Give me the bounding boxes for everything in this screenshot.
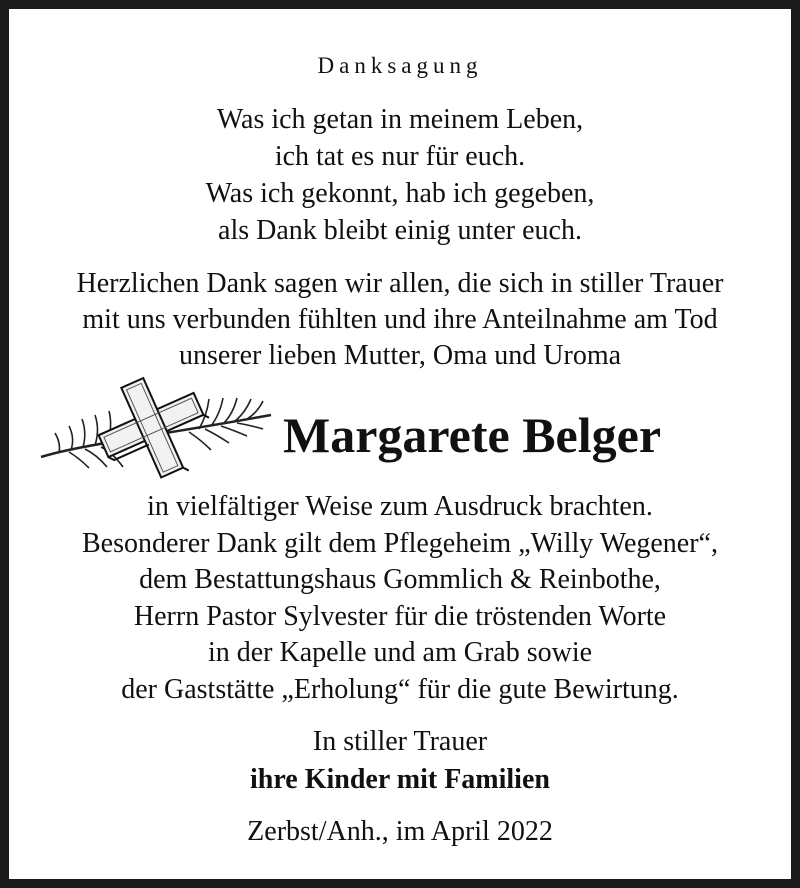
thanks-line: der Gaststätte „Erholung“ für die gute Bewirtung. [121,673,679,705]
deceased-name: Margarete Belger [283,407,662,463]
thanks-text [9,489,791,708]
intro-line: mit uns verbunden fühlten und ihre Anteilnahme am Tod [82,304,718,335]
poem-line: als Dank bleibt einig unter euch. [218,215,582,246]
name-row [31,375,769,485]
mourning-block [9,723,791,799]
thanks-line: Herrn Pastor Sylvester für die tröstenden Worte [133,600,667,632]
cross-with-palm-branch-icon [39,375,275,483]
signature: ihre Kinder mit Familien [250,764,550,795]
intro-line: unserer lieben Mutter, Oma und Uroma [178,340,622,371]
thanks-line: in vielfältiger Weise zum Ausdruck brachten. [147,491,653,522]
thanks-line: Besonderer Dank gilt dem Pflegeheim „Willy Wegener“, [81,527,718,559]
heading: Danksagung [317,53,483,78]
thanks-line: dem Bestattungshaus Gommlich & Reinbothe, [139,564,661,595]
mourning-line: In stiller Trauer [312,726,488,757]
poem-line: ich tat es nur für euch. [274,141,526,172]
poem-line: Was ich getan in meinem Leben, [216,104,584,135]
poem [9,101,791,249]
intro-text [9,266,791,374]
place-date: Zerbst/Anh., im April 2022 [247,816,553,847]
intro-line: Herzlichen Dank sagen wir allen, die sich in stiller Trauer [76,268,724,299]
poem-line: Was ich gekonnt, hab ich gegeben, [205,178,595,209]
thanks-line: in der Kapelle und am Grab sowie [207,637,593,668]
